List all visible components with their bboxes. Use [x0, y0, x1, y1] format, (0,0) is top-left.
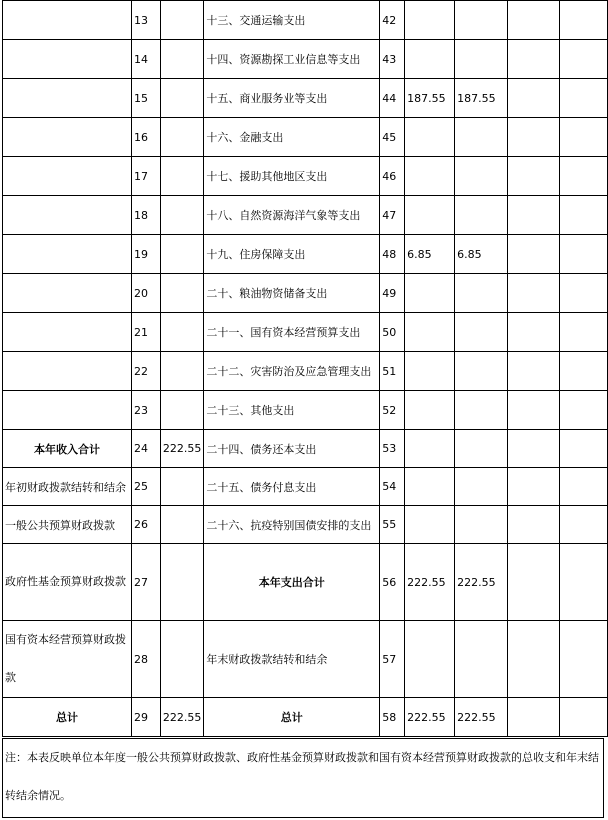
table-row	[3, 391, 608, 430]
income-row-number: 15	[131, 79, 160, 118]
income-item-cell: 政府性基金预算财政拨款	[3, 544, 132, 621]
income-amount	[160, 621, 204, 698]
fund-budget-amount	[507, 1, 559, 40]
income-row-number: 23	[131, 391, 160, 430]
fund-budget-amount	[507, 235, 559, 274]
table-row	[3, 118, 608, 157]
expenditure-item-cell: 十九、住房保障支出	[204, 235, 380, 274]
state-capital-amount	[560, 235, 608, 274]
expenditure-item-cell: 十六、金融支出	[204, 118, 380, 157]
income-amount	[160, 352, 204, 391]
state-capital-amount	[560, 621, 608, 698]
expenditure-total	[405, 274, 455, 313]
expenditure-item-cell: 二十六、抗疫特别国债安排的支出	[204, 506, 380, 544]
table-row	[3, 621, 608, 698]
general-budget-amount	[455, 157, 508, 196]
general-budget-amount	[455, 1, 508, 40]
fund-budget-amount	[507, 79, 559, 118]
expenditure-item-cell: 二十一、国有资本经营预算支出	[204, 313, 380, 352]
general-budget-amount: 222.55	[455, 544, 508, 621]
state-capital-amount	[560, 118, 608, 157]
income-amount	[160, 118, 204, 157]
expenditure-row-number: 48	[380, 235, 405, 274]
expenditure-row-number: 53	[380, 430, 405, 468]
fund-budget-amount	[507, 118, 559, 157]
general-budget-amount	[455, 506, 508, 544]
income-item-cell	[3, 391, 132, 430]
state-capital-amount	[560, 468, 608, 506]
expenditure-total: 6.85	[405, 235, 455, 274]
fund-budget-amount	[507, 468, 559, 506]
general-budget-amount	[455, 313, 508, 352]
table-row	[3, 157, 608, 196]
income-item-cell	[3, 274, 132, 313]
expenditure-item-cell: 年末财政拨款结转和结余	[204, 621, 380, 698]
expenditure-total	[405, 506, 455, 544]
general-budget-amount	[455, 274, 508, 313]
income-amount	[160, 40, 204, 79]
income-item-cell: 总计	[3, 698, 132, 737]
expenditure-item-cell: 二十三、其他支出	[204, 391, 380, 430]
income-row-number: 13	[131, 1, 160, 40]
table-row	[3, 196, 608, 235]
general-budget-amount	[455, 196, 508, 235]
general-budget-amount	[455, 468, 508, 506]
expenditure-row-number: 50	[380, 313, 405, 352]
fund-budget-amount	[507, 430, 559, 468]
expenditure-total	[405, 157, 455, 196]
income-row-number: 29	[131, 698, 160, 737]
income-row-number: 25	[131, 468, 160, 506]
state-capital-amount	[560, 430, 608, 468]
expenditure-item-cell: 十八、自然资源海洋气象等支出	[204, 196, 380, 235]
general-budget-amount	[455, 40, 508, 79]
expenditure-row-number: 45	[380, 118, 405, 157]
table-note: 注：本表反映单位本年度一般公共预算财政拨款、政府性基金预算财政拨款和国有资本经营预算财政拨款的总收支和年末结转结余情况。	[2, 738, 604, 818]
general-budget-amount: 187.55	[455, 79, 508, 118]
expenditure-item-cell: 二十四、债务还本支出	[204, 430, 380, 468]
fund-budget-amount	[507, 506, 559, 544]
income-item-cell	[3, 118, 132, 157]
state-capital-amount	[560, 698, 608, 737]
state-capital-amount	[560, 79, 608, 118]
income-row-number: 20	[131, 274, 160, 313]
expenditure-item-cell: 本年支出合计	[204, 544, 380, 621]
general-budget-amount	[455, 621, 508, 698]
income-row-number: 19	[131, 235, 160, 274]
income-amount	[160, 313, 204, 352]
expenditure-item-cell: 十三、交通运输支出	[204, 1, 380, 40]
income-item-cell: 本年收入合计	[3, 430, 132, 468]
income-row-number: 21	[131, 313, 160, 352]
table-row	[3, 313, 608, 352]
income-row-number: 24	[131, 430, 160, 468]
income-amount	[160, 157, 204, 196]
income-item-cell	[3, 313, 132, 352]
income-amount	[160, 1, 204, 40]
table-row	[3, 79, 608, 118]
expenditure-total	[405, 118, 455, 157]
fund-budget-amount	[507, 391, 559, 430]
fund-budget-amount	[507, 698, 559, 737]
income-row-number: 17	[131, 157, 160, 196]
income-row-number: 28	[131, 621, 160, 698]
expenditure-item-cell: 十五、商业服务业等支出	[204, 79, 380, 118]
expenditure-row-number: 56	[380, 544, 405, 621]
income-item-cell	[3, 196, 132, 235]
expenditure-total: 187.55	[405, 79, 455, 118]
fund-budget-amount	[507, 157, 559, 196]
state-capital-amount	[560, 1, 608, 40]
income-item-cell	[3, 79, 132, 118]
fund-budget-amount	[507, 40, 559, 79]
expenditure-total	[405, 352, 455, 391]
budget-table	[2, 0, 608, 737]
expenditure-total	[405, 468, 455, 506]
income-item-cell: 国有资本经营预算财政拨款	[3, 621, 132, 698]
expenditure-total	[405, 391, 455, 430]
general-budget-amount: 6.85	[455, 235, 508, 274]
fund-budget-amount	[507, 352, 559, 391]
expenditure-row-number: 49	[380, 274, 405, 313]
expenditure-total: 222.55	[405, 698, 455, 737]
table-row	[3, 430, 608, 468]
general-budget-amount	[455, 430, 508, 468]
table-row	[3, 352, 608, 391]
state-capital-amount	[560, 506, 608, 544]
fund-budget-amount	[507, 544, 559, 621]
general-budget-amount	[455, 391, 508, 430]
income-item-cell	[3, 157, 132, 196]
income-amount	[160, 391, 204, 430]
income-amount	[160, 196, 204, 235]
income-item-cell	[3, 235, 132, 274]
table-row	[3, 235, 608, 274]
expenditure-item-cell: 十七、援助其他地区支出	[204, 157, 380, 196]
income-amount: 222.55	[160, 698, 204, 737]
fund-budget-amount	[507, 313, 559, 352]
income-item-cell	[3, 352, 132, 391]
table-row	[3, 698, 608, 737]
expenditure-total	[405, 1, 455, 40]
expenditure-total	[405, 40, 455, 79]
state-capital-amount	[560, 157, 608, 196]
expenditure-row-number: 51	[380, 352, 405, 391]
fund-budget-amount	[507, 621, 559, 698]
state-capital-amount	[560, 544, 608, 621]
expenditure-item-cell: 二十二、灾害防治及应急管理支出	[204, 352, 380, 391]
expenditure-item-cell: 二十、粮油物资储备支出	[204, 274, 380, 313]
income-amount	[160, 506, 204, 544]
income-row-number: 14	[131, 40, 160, 79]
fund-budget-amount	[507, 274, 559, 313]
income-item-cell	[3, 1, 132, 40]
income-amount	[160, 468, 204, 506]
income-row-number: 27	[131, 544, 160, 621]
table-row	[3, 468, 608, 506]
expenditure-total	[405, 430, 455, 468]
expenditure-row-number: 43	[380, 40, 405, 79]
state-capital-amount	[560, 313, 608, 352]
expenditure-row-number: 55	[380, 506, 405, 544]
income-item-cell: 年初财政拨款结转和结余	[3, 468, 132, 506]
table-row	[3, 274, 608, 313]
state-capital-amount	[560, 352, 608, 391]
state-capital-amount	[560, 40, 608, 79]
table-row	[3, 544, 608, 621]
fund-budget-amount	[507, 196, 559, 235]
expenditure-row-number: 44	[380, 79, 405, 118]
income-amount: 222.55	[160, 430, 204, 468]
general-budget-amount	[455, 118, 508, 157]
expenditure-total	[405, 196, 455, 235]
expenditure-row-number: 54	[380, 468, 405, 506]
income-row-number: 22	[131, 352, 160, 391]
expenditure-total: 222.55	[405, 544, 455, 621]
expenditure-row-number: 42	[380, 1, 405, 40]
state-capital-amount	[560, 391, 608, 430]
income-amount	[160, 79, 204, 118]
general-budget-amount: 222.55	[455, 698, 508, 737]
expenditure-total	[405, 313, 455, 352]
expenditure-total	[405, 621, 455, 698]
expenditure-row-number: 47	[380, 196, 405, 235]
income-item-cell: 一般公共预算财政拨款	[3, 506, 132, 544]
expenditure-item-cell: 总计	[204, 698, 380, 737]
table-row	[3, 40, 608, 79]
income-row-number: 18	[131, 196, 160, 235]
income-amount	[160, 235, 204, 274]
expenditure-row-number: 46	[380, 157, 405, 196]
income-amount	[160, 544, 204, 621]
income-row-number: 26	[131, 506, 160, 544]
income-amount	[160, 274, 204, 313]
table-row	[3, 1, 608, 40]
income-item-cell	[3, 40, 132, 79]
expenditure-row-number: 58	[380, 698, 405, 737]
general-budget-amount	[455, 352, 508, 391]
income-row-number: 16	[131, 118, 160, 157]
table-row	[3, 506, 608, 544]
expenditure-row-number: 52	[380, 391, 405, 430]
state-capital-amount	[560, 274, 608, 313]
state-capital-amount	[560, 196, 608, 235]
expenditure-row-number: 57	[380, 621, 405, 698]
expenditure-item-cell: 二十五、债务付息支出	[204, 468, 380, 506]
expenditure-item-cell: 十四、资源勘探工业信息等支出	[204, 40, 380, 79]
